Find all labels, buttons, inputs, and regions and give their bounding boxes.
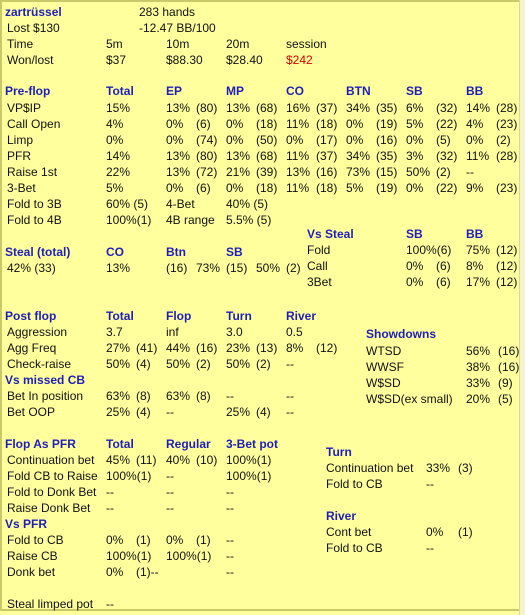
- postflop-cell: 50%: [226, 357, 251, 371]
- preflop-cell: 13%: [166, 165, 191, 179]
- preflop-row-label: 3-Bet: [7, 181, 36, 195]
- vs-steal-cell: 0%: [406, 259, 424, 273]
- showdown-value: 20%: [466, 392, 491, 406]
- flop-pfr-cell: 45%: [106, 453, 131, 467]
- preflop-row-label: VP$IP: [7, 101, 42, 115]
- preflop-cell: 0%: [466, 133, 484, 147]
- missed-cb-cell: 63%: [166, 389, 191, 403]
- preflop-row-label: Call Open: [7, 117, 61, 131]
- preflop-cell: (37): [316, 101, 338, 115]
- postflop-cell: 3.7: [106, 325, 123, 339]
- preflop-cell: (18): [316, 181, 338, 195]
- vs-pfr-cell: (1)--: [136, 565, 159, 579]
- vs-pfr-cell: --: [226, 533, 234, 547]
- preflop-cell: (2): [496, 133, 511, 147]
- fold-to-3b-label: Fold to 3B: [7, 197, 62, 211]
- river-count: (1): [458, 525, 473, 539]
- vs-steal-cell: (6): [436, 259, 451, 273]
- river-row-label: Fold to CB: [326, 541, 383, 555]
- preflop-cell: 22%: [106, 165, 131, 179]
- preflop-cell: (35): [376, 101, 398, 115]
- postflop-cell: 0.5: [286, 325, 303, 339]
- fold-to-4b-label: Fold to 4B: [7, 213, 62, 227]
- preflop-cell: 11%: [286, 181, 310, 195]
- preflop-cell: 5%: [106, 181, 124, 195]
- vs-missed-cb-title: Vs missed CB: [5, 373, 86, 387]
- turn-row-label: Fold to CB: [326, 477, 383, 491]
- flop-pfr-title: Flop As PFR: [5, 437, 76, 451]
- vs-steal-row-label: Fold: [307, 243, 331, 257]
- showdown-count: (16): [498, 344, 520, 358]
- vs-pfr-row-label: Fold to CB: [7, 533, 64, 547]
- preflop-cell: 0%: [166, 181, 184, 195]
- showdown-count: (5): [498, 392, 513, 406]
- steal-cell: (2): [286, 261, 301, 275]
- preflop-cell: 13%: [226, 101, 251, 115]
- preflop-cell: 14%: [466, 101, 491, 115]
- preflop-cell: (28): [496, 101, 518, 115]
- preflop-cell: (80): [196, 101, 218, 115]
- wonlost-5m: $37: [106, 53, 127, 67]
- river-row-label: Cont bet: [326, 525, 372, 539]
- preflop-cell: 0%: [226, 117, 244, 131]
- preflop-cell: (68): [256, 149, 278, 163]
- player-name: zartrüssel: [5, 5, 62, 19]
- right-scrollbar[interactable]: [519, 0, 525, 615]
- missed-cb-cell: --: [286, 389, 294, 403]
- flop-pfr-cell: --: [226, 485, 234, 499]
- preflop-cell: (72): [196, 165, 218, 179]
- preflop-row-label: Raise 1st: [7, 165, 58, 179]
- preflop-cell: 13%: [166, 101, 191, 115]
- preflop-cell: (22): [436, 117, 458, 131]
- preflop-cell: 6%: [406, 101, 424, 115]
- vs-steal-cell: (6): [436, 275, 451, 289]
- preflop-cell: (18): [256, 117, 278, 131]
- preflop-header: BTN: [346, 84, 371, 98]
- wonlost-20m: $28.40: [226, 53, 263, 67]
- preflop-cell: 0%: [166, 117, 184, 131]
- vs-pfr-cell: (1): [136, 533, 151, 547]
- turn-title: Turn: [326, 445, 352, 459]
- postflop-header: Flop: [166, 309, 192, 323]
- preflop-cell: (23): [496, 181, 518, 195]
- preflop-cell: (23): [496, 117, 518, 131]
- river-value: --: [426, 541, 434, 555]
- flop-pfr-cell: (10): [196, 453, 218, 467]
- vs-steal-cell: 0%: [406, 275, 424, 289]
- steal-limped-value: --: [106, 597, 114, 611]
- flop-pfr-cell: --: [106, 501, 114, 515]
- preflop-cell: (35): [376, 149, 398, 163]
- flop-pfr-header-3bet: 3-Bet pot: [226, 437, 278, 451]
- vs-pfr-cell: 100%(1): [106, 549, 152, 563]
- preflop-cell: 0%: [226, 181, 244, 195]
- vs-pfr-row-label: Donk bet: [7, 565, 56, 579]
- preflop-cell: 0%: [226, 133, 244, 147]
- showdown-value: 33%: [466, 376, 491, 390]
- preflop-cell: (16): [316, 165, 338, 179]
- postflop-cell: 50%: [166, 357, 191, 371]
- preflop-cell: (19): [376, 181, 398, 195]
- vs-steal-cell: (12): [496, 243, 518, 257]
- preflop-header: Total: [106, 84, 134, 98]
- fold-to-3b-total: 60% (5): [106, 197, 149, 211]
- missed-cb-cell: 25%: [226, 405, 251, 419]
- steal-limped-label: Steal limped pot: [7, 597, 94, 611]
- preflop-cell: 3%: [406, 149, 424, 163]
- flop-pfr-cell: 100%(1): [106, 469, 152, 483]
- wonlost-label: Won/lost: [7, 53, 54, 67]
- river-title: River: [326, 509, 357, 523]
- preflop-cell: (18): [256, 181, 278, 195]
- four-bet-range-label: 4B range: [166, 213, 215, 227]
- steal-header-co: CO: [106, 245, 124, 259]
- missed-cb-cell: 25%: [106, 405, 131, 419]
- preflop-header: CO: [286, 84, 304, 98]
- preflop-header: EP: [166, 84, 183, 98]
- flop-pfr-cell: (11): [136, 453, 157, 467]
- preflop-cell: 11%: [286, 117, 310, 131]
- flop-pfr-header-total: Total: [106, 437, 134, 451]
- missed-cb-cell: (4): [256, 405, 271, 419]
- vs-pfr-cell: (1): [196, 533, 211, 547]
- preflop-cell: 21%: [226, 165, 251, 179]
- missed-cb-cell: --: [166, 405, 174, 419]
- showdown-value: 38%: [466, 360, 491, 374]
- showdown-label: W$SD: [366, 376, 401, 390]
- preflop-cell: 50%: [406, 165, 431, 179]
- preflop-cell: (6): [196, 181, 211, 195]
- vs-pfr-title: Vs PFR: [5, 517, 48, 531]
- postflop-cell: 8%: [286, 341, 304, 355]
- preflop-cell: (22): [436, 181, 458, 195]
- flop-pfr-cell: 100%(1): [226, 453, 272, 467]
- flop-pfr-cell: --: [166, 485, 174, 499]
- missed-cb-cell: (8): [136, 389, 151, 403]
- preflop-cell: 0%: [406, 181, 424, 195]
- preflop-cell: (28): [496, 149, 518, 163]
- postflop-cell: 44%: [166, 341, 191, 355]
- flop-pfr-header-regular: Regular: [166, 437, 211, 451]
- flop-pfr-row-label: Raise Donk Bet: [7, 501, 91, 515]
- flop-pfr-cell: --: [106, 485, 114, 499]
- preflop-cell: 0%: [166, 133, 184, 147]
- postflop-cell: 3.0: [226, 325, 243, 339]
- preflop-cell: 15%: [106, 101, 131, 115]
- postflop-header: Total: [106, 309, 134, 323]
- preflop-cell: (18): [316, 117, 338, 131]
- vs-pfr-cell: 0%: [106, 533, 124, 547]
- period-5m: 5m: [106, 37, 123, 51]
- wonlost-session: $242: [286, 53, 313, 67]
- preflop-cell: (68): [256, 101, 278, 115]
- steal-cell: (16): [166, 261, 188, 275]
- showdown-value: 56%: [466, 344, 491, 358]
- vs-pfr-cell: 0%: [166, 533, 184, 547]
- postflop-header: Turn: [226, 309, 252, 323]
- turn-value: 33%: [426, 461, 451, 475]
- postflop-row-label: Check-raise: [7, 357, 72, 371]
- preflop-cell: (16): [376, 133, 398, 147]
- postflop-cell: --: [286, 357, 294, 371]
- flop-pfr-cell: 40%: [166, 453, 191, 467]
- turn-row-label: Continuation bet: [326, 461, 414, 475]
- postflop-cell: 27%: [106, 341, 131, 355]
- vs-steal-cell: (12): [496, 275, 518, 289]
- preflop-cell: 11%: [286, 149, 310, 163]
- preflop-cell: 0%: [286, 133, 304, 147]
- steal-cell: 50%: [256, 261, 281, 275]
- preflop-cell: 0%: [346, 133, 364, 147]
- vs-pfr-row-label: Raise CB: [7, 549, 58, 563]
- vs-pfr-cell: --: [226, 565, 234, 579]
- preflop-cell: 11%: [466, 149, 490, 163]
- vs-steal-title: Vs Steal: [307, 227, 354, 241]
- postflop-cell: inf: [166, 325, 179, 339]
- showdown-label: WWSF: [366, 360, 404, 374]
- preflop-cell: (39): [256, 165, 278, 179]
- preflop-title: Pre-flop: [5, 84, 51, 98]
- preflop-cell: 16%: [286, 101, 311, 115]
- postflop-row-label: Agg Freq: [7, 341, 57, 355]
- postflop-cell: (16): [196, 341, 218, 355]
- preflop-cell: 13%: [226, 149, 251, 163]
- postflop-cell: (13): [256, 341, 278, 355]
- four-bet-range-value: 5.5% (5): [226, 213, 272, 227]
- flop-pfr-row-label: Fold to Donk Bet: [7, 485, 97, 499]
- steal-cell: (15): [226, 261, 248, 275]
- preflop-cell: (80): [196, 149, 218, 163]
- preflop-cell: (6): [196, 117, 211, 131]
- preflop-cell: (17): [316, 133, 338, 147]
- steal-header-sb: SB: [226, 245, 243, 259]
- missed-cb-cell: (8): [196, 389, 211, 403]
- preflop-cell: 13%: [286, 165, 311, 179]
- vs-steal-header-sb: SB: [406, 227, 423, 241]
- preflop-cell: 0%: [346, 117, 364, 131]
- missed-cb-row-label: Bet In position: [7, 389, 84, 403]
- flop-pfr-row-label: Fold CB to Raise: [7, 469, 98, 483]
- vs-steal-cell: (12): [496, 259, 518, 273]
- postflop-cell: (2): [256, 357, 271, 371]
- postflop-cell: (12): [316, 341, 338, 355]
- flop-pfr-row-label: Continuation bet: [7, 453, 95, 467]
- flop-pfr-cell: 100%(1): [226, 469, 272, 483]
- showdown-count: (9): [498, 376, 513, 390]
- preflop-cell: 4%: [106, 117, 124, 131]
- river-value: 0%: [426, 525, 444, 539]
- bb-per-100: -12.47 BB/100: [139, 21, 216, 35]
- steal-total-title: Steal (total): [5, 245, 71, 259]
- preflop-cell: (5): [436, 133, 451, 147]
- vs-steal-cell: 75%: [466, 243, 491, 257]
- preflop-cell: 73%: [346, 165, 371, 179]
- preflop-cell: 34%: [346, 149, 371, 163]
- preflop-cell: 0%: [106, 133, 124, 147]
- preflop-cell: (74): [196, 133, 218, 147]
- vs-steal-cell: 17%: [466, 275, 491, 289]
- missed-cb-cell: 63%: [106, 389, 131, 403]
- preflop-cell: 9%: [466, 181, 484, 195]
- four-bet-label: 4-Bet: [166, 197, 195, 211]
- steal-cell: 73%: [196, 261, 221, 275]
- vs-steal-cell: 100%(6): [406, 243, 452, 257]
- preflop-row-label: Limp: [7, 133, 34, 147]
- period-20m: 20m: [226, 37, 250, 51]
- postflop-cell: (41): [136, 341, 158, 355]
- wonlost-10m: $88.30: [166, 53, 203, 67]
- preflop-cell: 14%: [106, 149, 131, 163]
- postflop-cell: 23%: [226, 341, 251, 355]
- lost-amount: Lost $130: [7, 21, 60, 35]
- flop-pfr-cell: --: [166, 469, 174, 483]
- time-label: Time: [7, 37, 34, 51]
- missed-cb-cell: --: [226, 389, 234, 403]
- vs-steal-cell: 8%: [466, 259, 484, 273]
- showdown-count: (16): [498, 360, 520, 374]
- vs-steal-header-bb: BB: [466, 227, 484, 241]
- hands-count: 283 hands: [139, 5, 196, 19]
- showdown-label: W$SD(ex small): [366, 392, 453, 406]
- vs-steal-row-label: 3Bet: [307, 275, 332, 289]
- postflop-row-label: Aggression: [7, 325, 68, 339]
- flop-pfr-cell: --: [166, 501, 174, 515]
- period-10m: 10m: [166, 37, 190, 51]
- preflop-cell: 34%: [346, 101, 371, 115]
- turn-value: --: [426, 477, 434, 491]
- preflop-cell: (32): [436, 149, 458, 163]
- vs-pfr-cell: 100%(1): [166, 549, 212, 563]
- postflop-title: Post flop: [5, 309, 57, 323]
- four-bet-value: 40% (5): [226, 197, 269, 211]
- preflop-cell: (37): [316, 149, 338, 163]
- preflop-cell: (32): [436, 101, 458, 115]
- preflop-cell: 5%: [406, 117, 424, 131]
- steal-header-btn: Btn: [166, 245, 186, 259]
- preflop-cell: --: [466, 165, 474, 179]
- preflop-header: MP: [226, 84, 244, 98]
- preflop-cell: (2): [436, 165, 451, 179]
- preflop-cell: 0%: [406, 133, 424, 147]
- preflop-header: BB: [466, 84, 484, 98]
- postflop-cell: 50%: [106, 357, 131, 371]
- steal-cell: 13%: [106, 261, 131, 275]
- postflop-cell: (2): [196, 357, 211, 371]
- preflop-cell: 5%: [346, 181, 364, 195]
- vs-pfr-cell: 0%: [106, 565, 124, 579]
- showdowns-title: Showdowns: [366, 327, 436, 341]
- preflop-row-label: PFR: [7, 149, 31, 163]
- postflop-cell: (4): [136, 357, 151, 371]
- fold-to-4b-total: 100%(1): [106, 213, 152, 227]
- preflop-cell: (50): [256, 133, 278, 147]
- preflop-header: SB: [406, 84, 423, 98]
- missed-cb-cell: (4): [136, 405, 151, 419]
- steal-total-value: 42% (33): [7, 261, 56, 275]
- preflop-cell: 13%: [166, 149, 191, 163]
- period-session: session: [286, 37, 327, 51]
- preflop-cell: (15): [376, 165, 398, 179]
- flop-pfr-cell: --: [226, 501, 234, 515]
- missed-cb-cell: --: [286, 405, 294, 419]
- preflop-cell: (19): [376, 117, 398, 131]
- missed-cb-row-label: Bet OOP: [7, 405, 56, 419]
- vs-steal-row-label: Call: [307, 259, 328, 273]
- showdown-label: WTSD: [366, 344, 402, 358]
- preflop-cell: 4%: [466, 117, 484, 131]
- postflop-header: River: [286, 309, 317, 323]
- vs-pfr-cell: --: [226, 549, 234, 563]
- turn-count: (3): [458, 461, 473, 475]
